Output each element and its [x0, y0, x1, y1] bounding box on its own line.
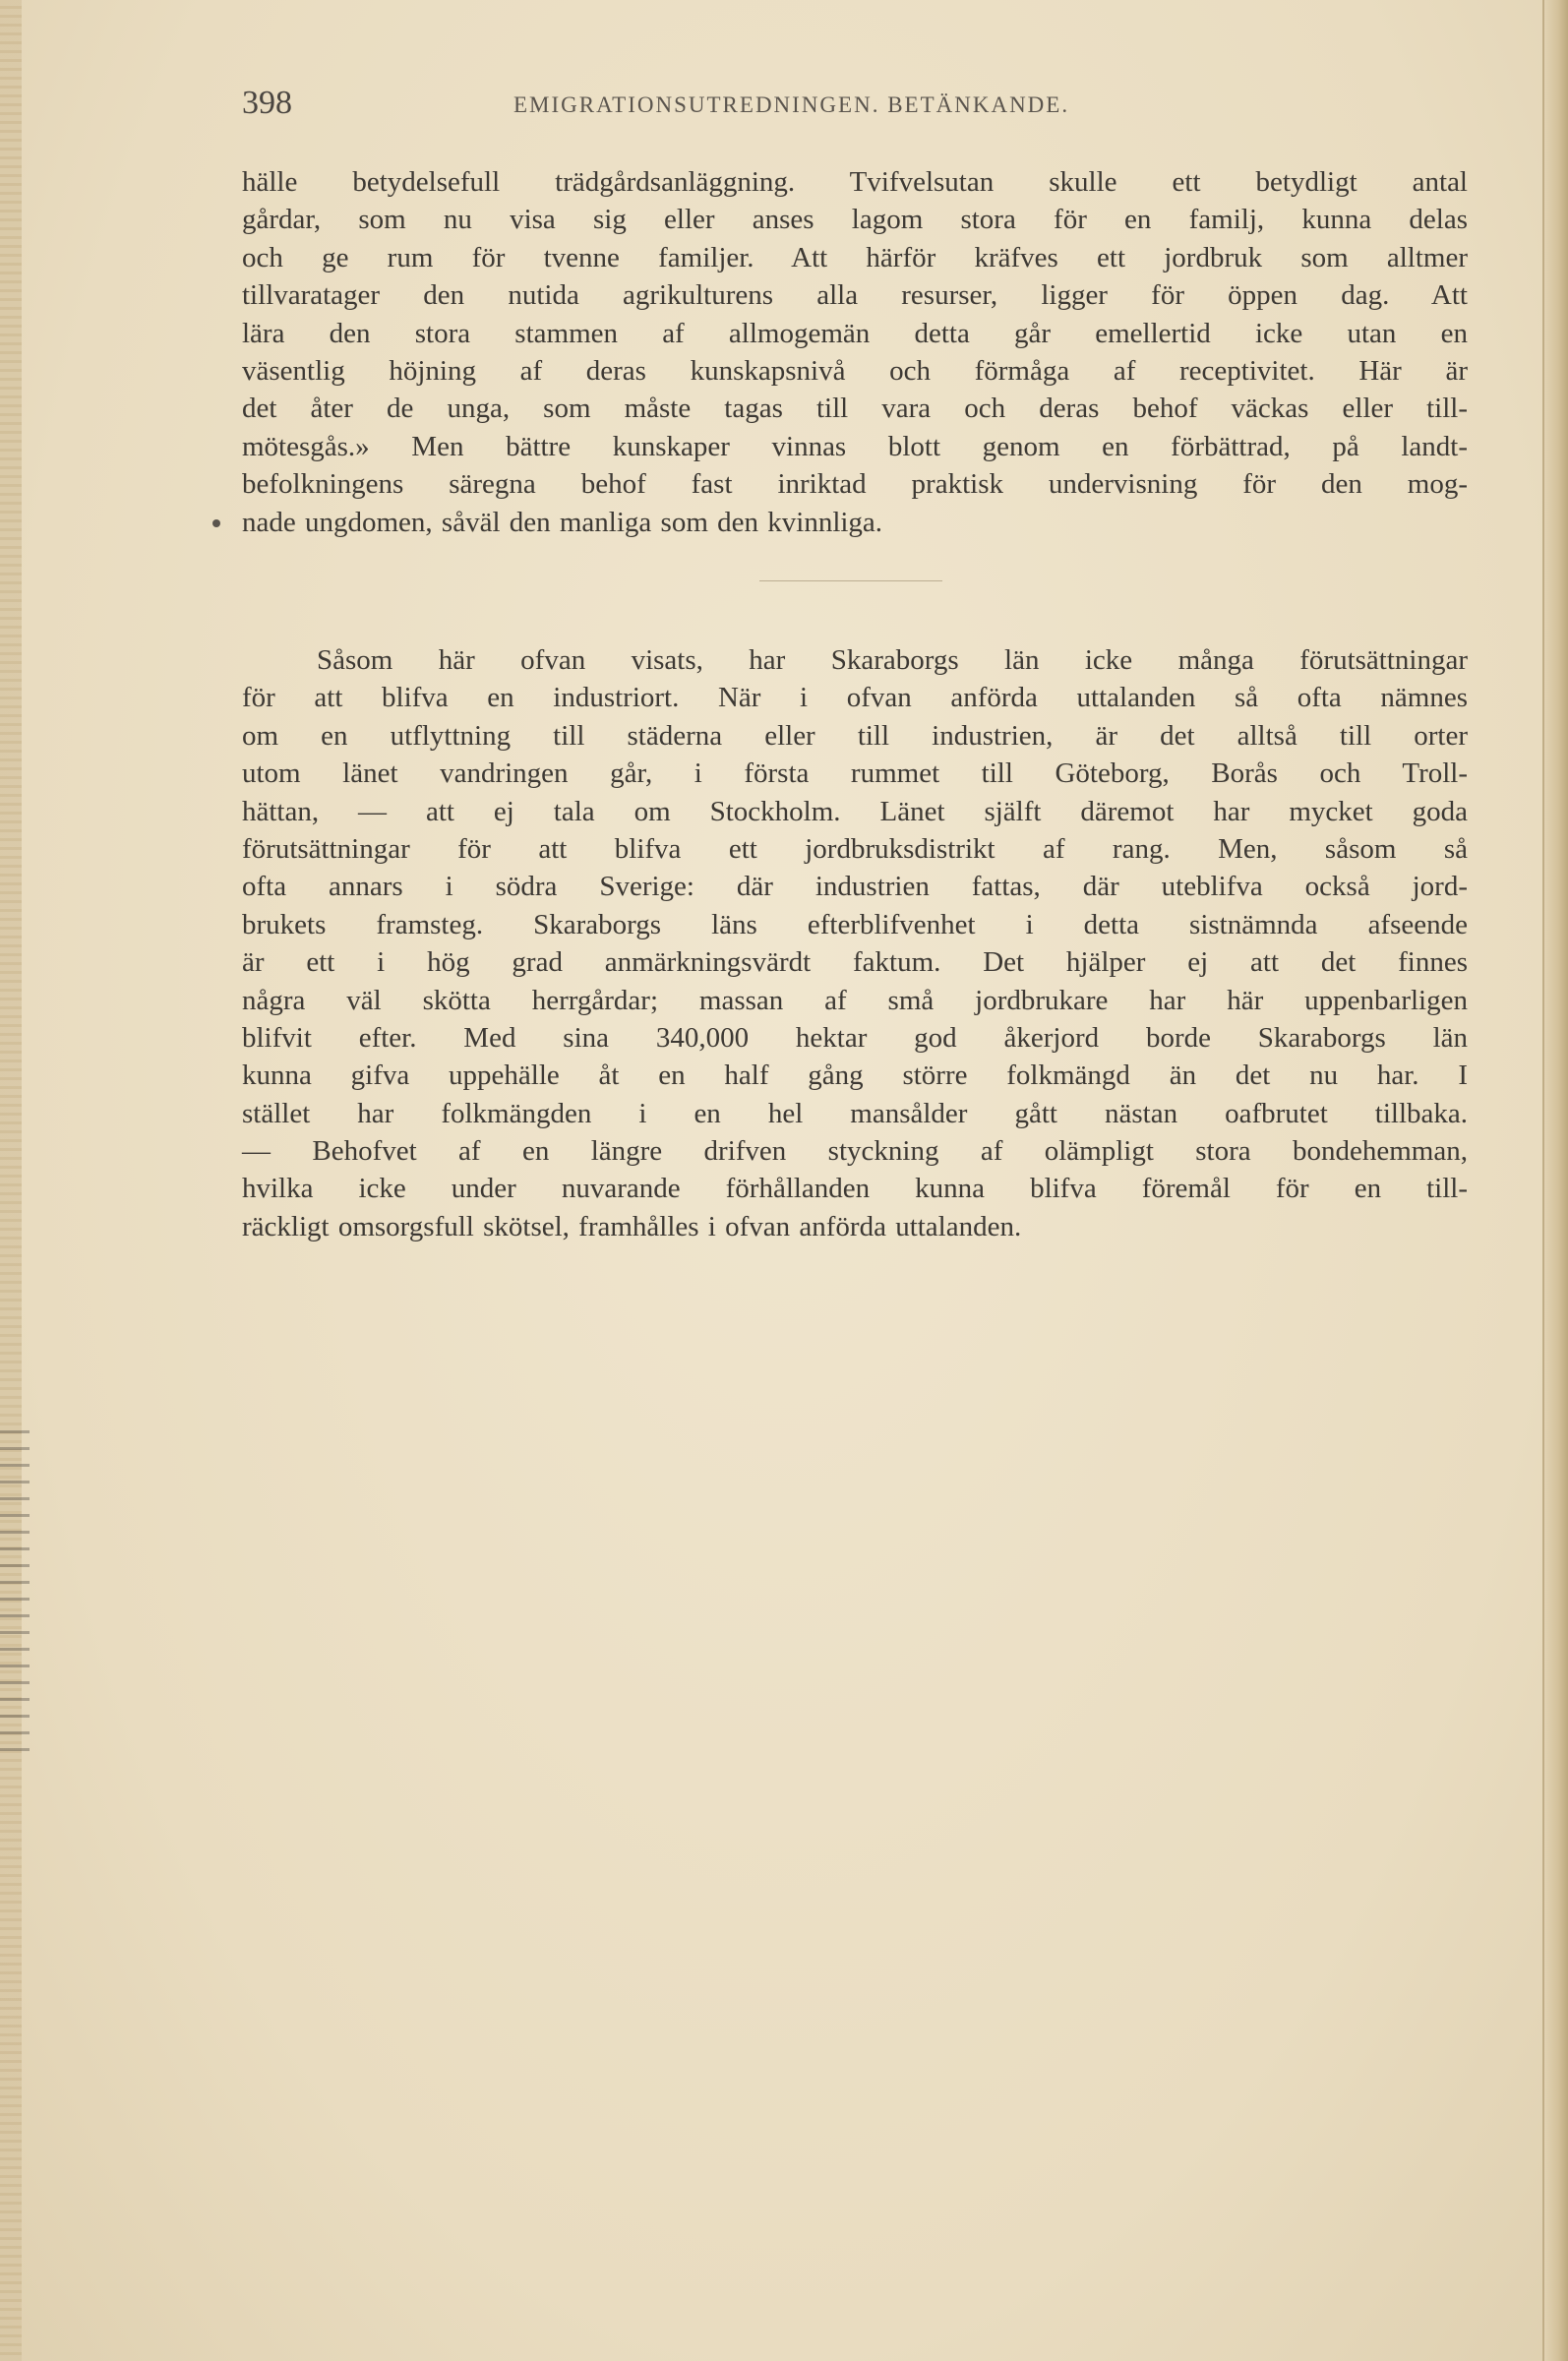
text-line: är ett i hög grad anmärkningsvärdt faktum. Det hjälper ej att det finnes: [242, 946, 1468, 979]
text-line: blifvit efter. Med sina 340,000 hektar god åkerjord borde Skaraborgs län: [242, 1021, 1468, 1054]
text-line: för att blifva en industriort. När i ofvan anförda uttalanden så ofta nämnes: [242, 682, 1468, 714]
text-line: brukets framsteg. Skaraborgs läns efterblifvenhet i detta sistnämnda afseende: [242, 908, 1468, 940]
text-line: — Behofvet af en längre drifven styckning af olämpligt stora bondehemman,: [242, 1135, 1468, 1168]
text-line: det åter de unga, som måste tagas till vara och deras behof väckas eller till-: [242, 393, 1468, 425]
section-separator: [759, 580, 942, 581]
text-line: hälle betydelsefull trädgårdsanläggning. Tvifvelsutan skulle ett betydligt antal: [242, 166, 1468, 198]
text-line: mötesgås.» Men bättre kunskaper vinnas blott genom en förbättrad, på landt-: [242, 430, 1468, 462]
text-line: om en utflyttning till städerna eller till industrien, är det alltså till orter: [242, 719, 1468, 752]
text-line: ofta annars i södra Sverige: där industrien fattas, där uteblifva också jord-: [242, 871, 1468, 903]
text-line: hvilka icke under nuvarande förhållanden kunna blifva föremål för en till-: [242, 1173, 1468, 1205]
page-left-edge: [0, 0, 22, 2361]
text-line: stället har folkmängden i en hel mansålder gått nästan oafbrutet tillbaka.: [242, 1097, 1468, 1129]
page-header: [242, 85, 1468, 130]
margin-marks: [0, 1417, 30, 1751]
page-right-edge: [1542, 0, 1568, 2361]
text-line: och ge rum för tvenne familjer. Att härför kräfves ett jordbruk som alltmer: [242, 241, 1468, 273]
text-line: lära den stora stammen af allmogemän detta går emellertid icke utan en: [242, 317, 1468, 349]
text-line: befolkningens säregna behof fast inriktad praktisk undervisning för den mog-: [242, 468, 1468, 501]
margin-dot: [212, 519, 220, 527]
text-line: gårdar, som nu visa sig eller anses lagom stora för en familj, kunna delas: [242, 204, 1468, 236]
text-line: utom länet vandringen går, i första rummet till Göteborg, Borås och Troll-: [242, 757, 1468, 790]
running-head: EMIGRATIONSUTREDNINGEN. BETÄNKANDE.: [513, 92, 1070, 117]
text-line: några väl skötta herrgårdar; massan af små jordbrukare har här uppenbarligen: [242, 984, 1468, 1016]
text-line: räckligt omsorgsfull skötsel, framhålles i ofvan anförda uttalanden.: [242, 1210, 1022, 1242]
text-line: tillvaratager den nutida agrikulturens alla resurser, ligger för öppen dag. Att: [242, 279, 1468, 312]
text-line: hättan, — att ej tala om Stockholm. Länet själft däremot har mycket goda: [242, 795, 1468, 827]
text-line: väsentlig höjning af deras kunskapsnivå och förmåga af receptivitet. Här är: [242, 354, 1468, 387]
paragraph-2: [242, 641, 1468, 1245]
page-fold-line: [1542, 0, 1544, 2361]
text-line: nade ungdomen, såväl den manliga som den kvinnliga.: [242, 506, 883, 538]
text-line: förutsättningar för att blifva ett jordbruksdistrikt af rang. Men, såsom så: [242, 832, 1468, 865]
paragraph-1: [242, 163, 1468, 541]
text-line: kunna gifva uppehälle åt en half gång större folkmängd än det nu har. I: [242, 1059, 1468, 1092]
text-line: Såsom här ofvan visats, har Skaraborgs län icke många förutsättningar: [317, 644, 1468, 676]
page-number: 398: [242, 85, 292, 121]
